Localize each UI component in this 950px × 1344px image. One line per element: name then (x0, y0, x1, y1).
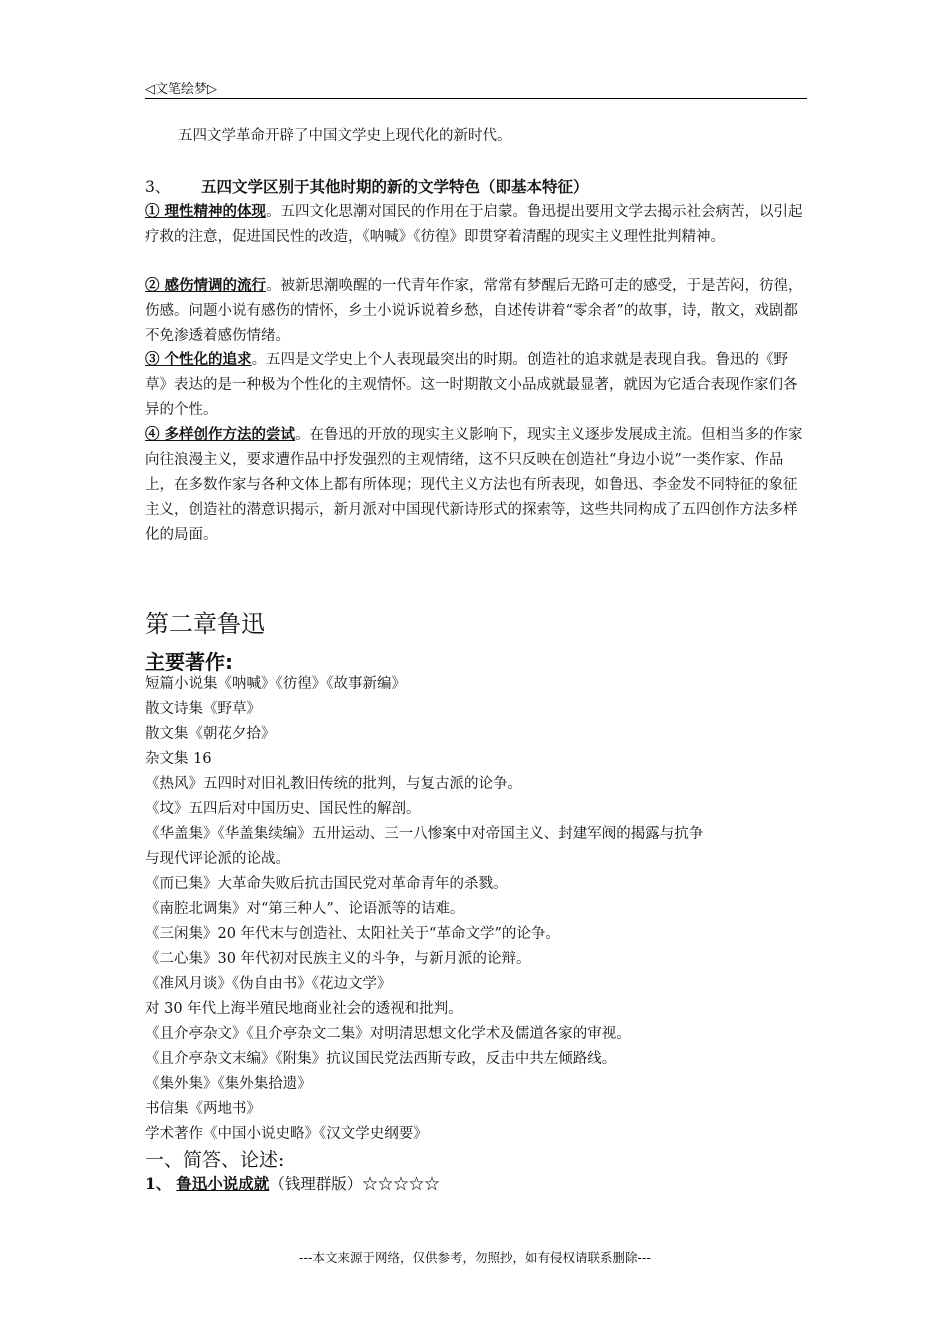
works-item: 散文集《朝花夕拾》 (145, 726, 276, 742)
works-heading: 主要著作: (145, 650, 233, 674)
qa-heading: 一、简答、论述: (145, 1149, 285, 1171)
feature-text-1: 。五四文化思潮对国民的作用在于启蒙。鲁迅提出要用文学去揭示社会病苦，以引起疗救的注意，促进国民性的改造，《呐喊》《彷徨》即贯穿着清醒的现实主义理性批判精神。 (145, 204, 803, 245)
section-3-heading (145, 174, 807, 200)
works-item: 《三闲集》20 年代末与创造社、太阳社关于“革命文学”的论争。 (145, 926, 560, 942)
works-item: 《而已集》大革命失败后抗击国民党对革命青年的杀戮。 (145, 876, 508, 892)
feature-paragraph-2 (145, 273, 807, 349)
feature-label-2: ② 感伤情调的流行 (145, 277, 267, 294)
feature-paragraph-4 (145, 422, 807, 548)
feature-paragraph-3 (145, 347, 807, 423)
works-item: 《华盖集》《华盖集续编》五卅运动、三一八惨案中对帝国主义、封建军阀的揭露与抗争 (145, 826, 704, 842)
question-1-title: 鲁迅小说成就 (176, 1174, 270, 1193)
works-item: 短篇小说集《呐喊》《彷徨》《故事新编》 (145, 676, 406, 692)
works-item: 《且介亭杂文末编》《附集》抗议国民党法西斯专政，反击中共左倾路线。 (145, 1051, 617, 1067)
feature-label-4: ④ 多样创作方法的尝试 (145, 426, 296, 443)
section-3-title: 五四文学区别于其他时期的新的文学特色（即基本特征） (201, 177, 589, 196)
works-item: 《南腔北调集》对“第三种人”、论语派等的诘难。 (145, 901, 465, 917)
intro-paragraph: 五四文学革命开辟了中国文学史上现代化的新时代。 (178, 128, 512, 144)
question-1-note: （钱理群版）☆☆☆☆☆ (269, 1175, 440, 1193)
works-item: 《集外集》《集外集拾遗》 (145, 1076, 312, 1092)
works-item: 《热风》五四时对旧礼教旧传统的批判，与复古派的论争。 (145, 776, 522, 792)
works-item: 书信集《两地书》 (145, 1101, 261, 1117)
works-item: 《二心集》30 年代初对民族主义的斗争，与新月派的论辩。 (145, 951, 531, 967)
works-item: 《准风月谈》《伪自由书》《花边文学》 (145, 976, 392, 992)
feature-paragraph-1 (145, 199, 807, 250)
question-1 (145, 1172, 440, 1194)
works-item: 《坟》五四后对中国历史、国民性的解剖。 (145, 801, 421, 817)
chapter-title: 第二章鲁迅 (145, 610, 265, 638)
feature-text-2: 。被新思潮唤醒的一代青年作家，常常有梦醒后无路可走的感受，于是苦闷，彷徨，伤感。问题小说有感伤的情怀，乡土小说诉说着乡愁，自述传讲着“零余者”的故事，诗，散文，戏剧都不免渗透着感伤情绪。 (145, 278, 803, 344)
works-item: 散文诗集《野草》 (145, 701, 261, 717)
page-footer: ---本文来源于网络，仅供参考，勿照抄，如有侵权请联系删除--- (298, 1250, 652, 1265)
question-1-number: 1、 (145, 1174, 172, 1193)
works-item: 《且介亭杂文》《且介亭杂文二集》对明清思想文化学术及儒道各家的审视。 (145, 1026, 631, 1042)
header-logo: ◁文笔绘梦▷ (145, 82, 217, 97)
feature-text-3: 。五四是文学史上个人表现最突出的时期。创造社的追求就是表现自我。鲁迅的《野草》表达的是一种极为个性化的主观情怀。这一时期散文小品成就最显著，就因为它适合表现作家们各异的个性。 (145, 352, 798, 418)
works-item: 与现代评论派的论战。 (145, 851, 290, 867)
section-3-number: 3、 (145, 178, 171, 196)
works-item: 对 30 年代上海半殖民地商业社会的透视和批判。 (145, 1001, 463, 1017)
page-header (145, 74, 807, 99)
feature-label-1: ① 理性精神的体现 (145, 203, 267, 220)
feature-text-4: 。在鲁迅的开放的现实主义影响下，现实主义逐步发展成主流。但相当多的作家向往浪漫主义，要求遭作品中抒发强烈的主观情绪，这不只反映在创造社“身边小说”一类作家、作品上，在多数作家与各种文体上都有所体现；现代主义方法也有所表现，如鲁迅、李金发不同特征的象征主义，创造社的潜意识揭示，新月派对中国现代新诗形式的探索等，这些共同构成了五四创作方法多样化的局面。 (145, 427, 803, 543)
works-item: 学术著作《中国小说史略》《汉文学史纲要》 (145, 1126, 428, 1142)
works-item: 杂文集 16 (145, 751, 212, 767)
feature-label-3: ③ 个性化的追求 (145, 351, 252, 368)
